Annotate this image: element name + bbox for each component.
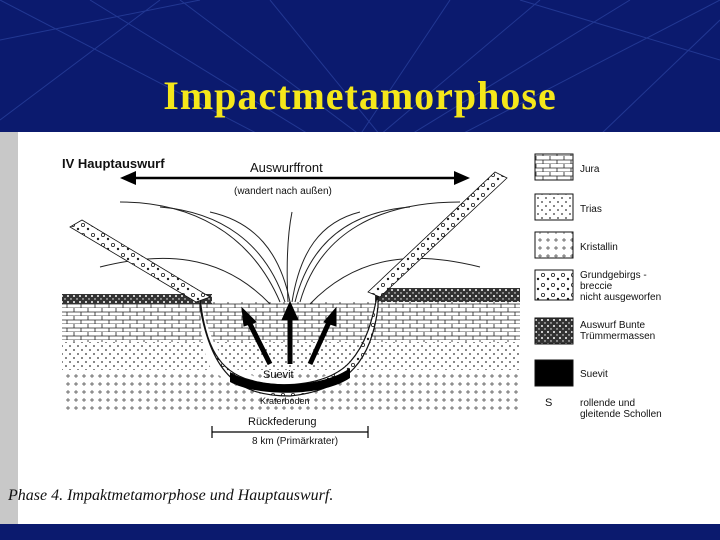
kraterboden-label: Kraterboden: [260, 396, 310, 406]
legend-swatch-kristallin: [535, 232, 573, 258]
legend-swatch-bunte: [535, 318, 573, 344]
suevit-label: Suevit: [263, 369, 294, 381]
legend-label-schollen: rollende und gleitende Schollen: [580, 398, 662, 420]
figure-caption: Phase 4. Impaktmetamorphose und Hauptauswurf.: [8, 487, 334, 504]
legend: [535, 154, 662, 420]
legend-label-kristallin: Kristallin: [580, 242, 618, 253]
phase-label: IV Hauptauswurf: [62, 156, 165, 171]
legend-swatch-suevit: [535, 360, 573, 386]
legend-label-suevit: Suevit: [580, 369, 608, 380]
slide-title: Impactmetamorphose: [163, 73, 557, 118]
legend-swatch-trias: [535, 194, 573, 220]
legend-label-trias: Trias: [580, 204, 602, 215]
legend-label-breccie: Grundgebirgs -breccie nicht ausgeworfen: [580, 270, 662, 303]
legend-label-bunte: Auswurf Bunte Trümmermassen: [580, 320, 656, 342]
legend-swatch-breccie: [535, 270, 573, 300]
bottom-bar: [0, 524, 720, 540]
rueckfederung-label: Rückfederung: [248, 416, 317, 428]
diagram-figure: [0, 132, 720, 524]
legend-swatch-jura: [535, 154, 573, 180]
impact-diagram: [0, 132, 720, 524]
front-label: Auswurffront: [250, 160, 323, 175]
legend-symbol-schollen: S: [545, 397, 553, 409]
legend-label-jura: Jura: [580, 164, 600, 175]
scan-edge: [0, 132, 18, 524]
scale-label: 8 km (Primärkrater): [252, 436, 339, 447]
front-sublabel: (wandert nach außen): [234, 186, 332, 197]
